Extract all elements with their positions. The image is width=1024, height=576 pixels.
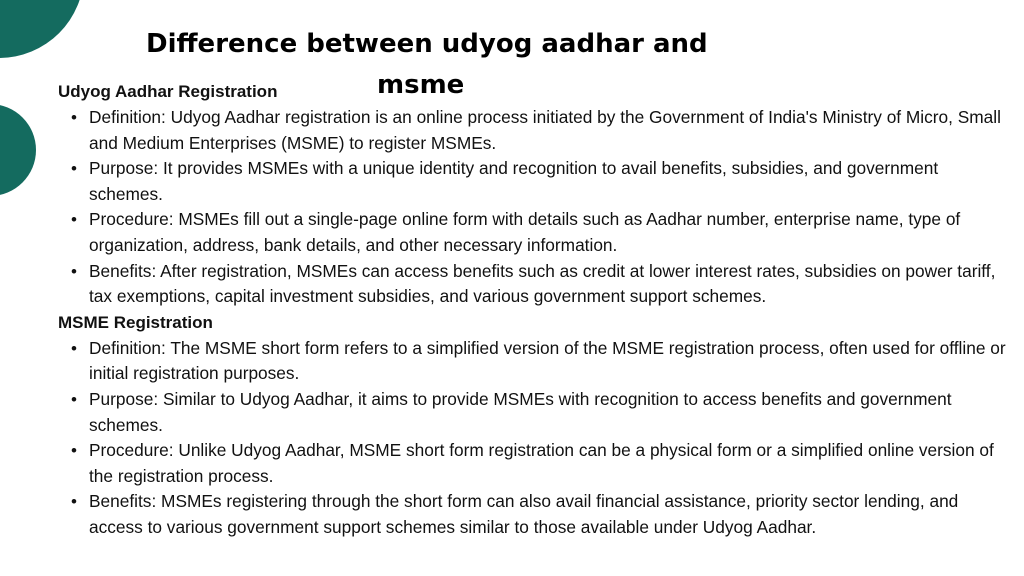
- decorative-circle-middle: [0, 104, 36, 196]
- list-item-text: Definition: Udyog Aadhar registration is an online process initiated by the Government of India's Ministry of Micro, Small and Medium Enterprises (MSME) to register MSMEs.: [89, 107, 1001, 153]
- bullet-icon: •: [71, 108, 77, 127]
- bullet-icon: •: [71, 492, 77, 512]
- udyog-aadhar-list: [58, 105, 1013, 310]
- list-item: [58, 387, 1013, 438]
- section-heading-msme: MSME Registration: [58, 312, 213, 332]
- list-item-text: Benefits: MSMEs registering through the short form can also avail financial assistance, priority sector lending, and access to various government support schemes similar to those available under Udyog Aadhar.: [89, 491, 959, 537]
- list-item: [58, 336, 1013, 387]
- bullet-icon: •: [71, 389, 77, 409]
- list-item-text: Procedure: MSMEs fill out a single-page online form with details such as Aadhar number, enterprise name, type of organization, address, bank details, and other necessary information.: [89, 209, 961, 255]
- slide-content: [58, 79, 1013, 541]
- bullet-icon: •: [71, 159, 77, 179]
- list-item: [58, 259, 1013, 310]
- bullet-icon: •: [71, 261, 77, 281]
- list-item: [58, 207, 1013, 258]
- decorative-circle-top: [0, 0, 84, 58]
- list-item-text: Purpose: It provides MSMEs with a unique identity and recognition to avail benefits, subsidies, and government schemes.: [89, 158, 939, 204]
- slide-title-line-1: Difference between udyog aadhar and: [146, 29, 708, 59]
- section-heading-udyog-aadhar: Udyog Aadhar Registration: [58, 82, 278, 101]
- bullet-icon: •: [71, 441, 77, 461]
- list-item-text: Procedure: Unlike Udyog Aadhar, MSME short form registration can be a physical form or a simplified online version of the registration process.: [89, 440, 994, 486]
- list-item-text: Benefits: After registration, MSMEs can access benefits such as credit at lower interest rates, subsidies on power tariff, tax exemptions, capital investment subsidies, and various government support schemes.: [89, 260, 996, 307]
- list-item-text: Purpose: Similar to Udyog Aadhar, it aims to provide MSMEs with recognition to access benefits and government schemes.: [89, 388, 952, 435]
- list-item: [58, 156, 1013, 207]
- msme-list: [58, 336, 1013, 541]
- list-item-text: Definition: The MSME short form refers to a simplified version of the MSME registration process, often used for offline or initial registration purposes.: [89, 337, 1006, 384]
- bullet-icon: •: [71, 210, 77, 230]
- list-item: [58, 438, 1013, 489]
- bullet-icon: •: [71, 338, 77, 358]
- slide-title-line-2: msme: [377, 70, 465, 100]
- list-item: [58, 489, 1013, 540]
- list-item: [58, 105, 1013, 156]
